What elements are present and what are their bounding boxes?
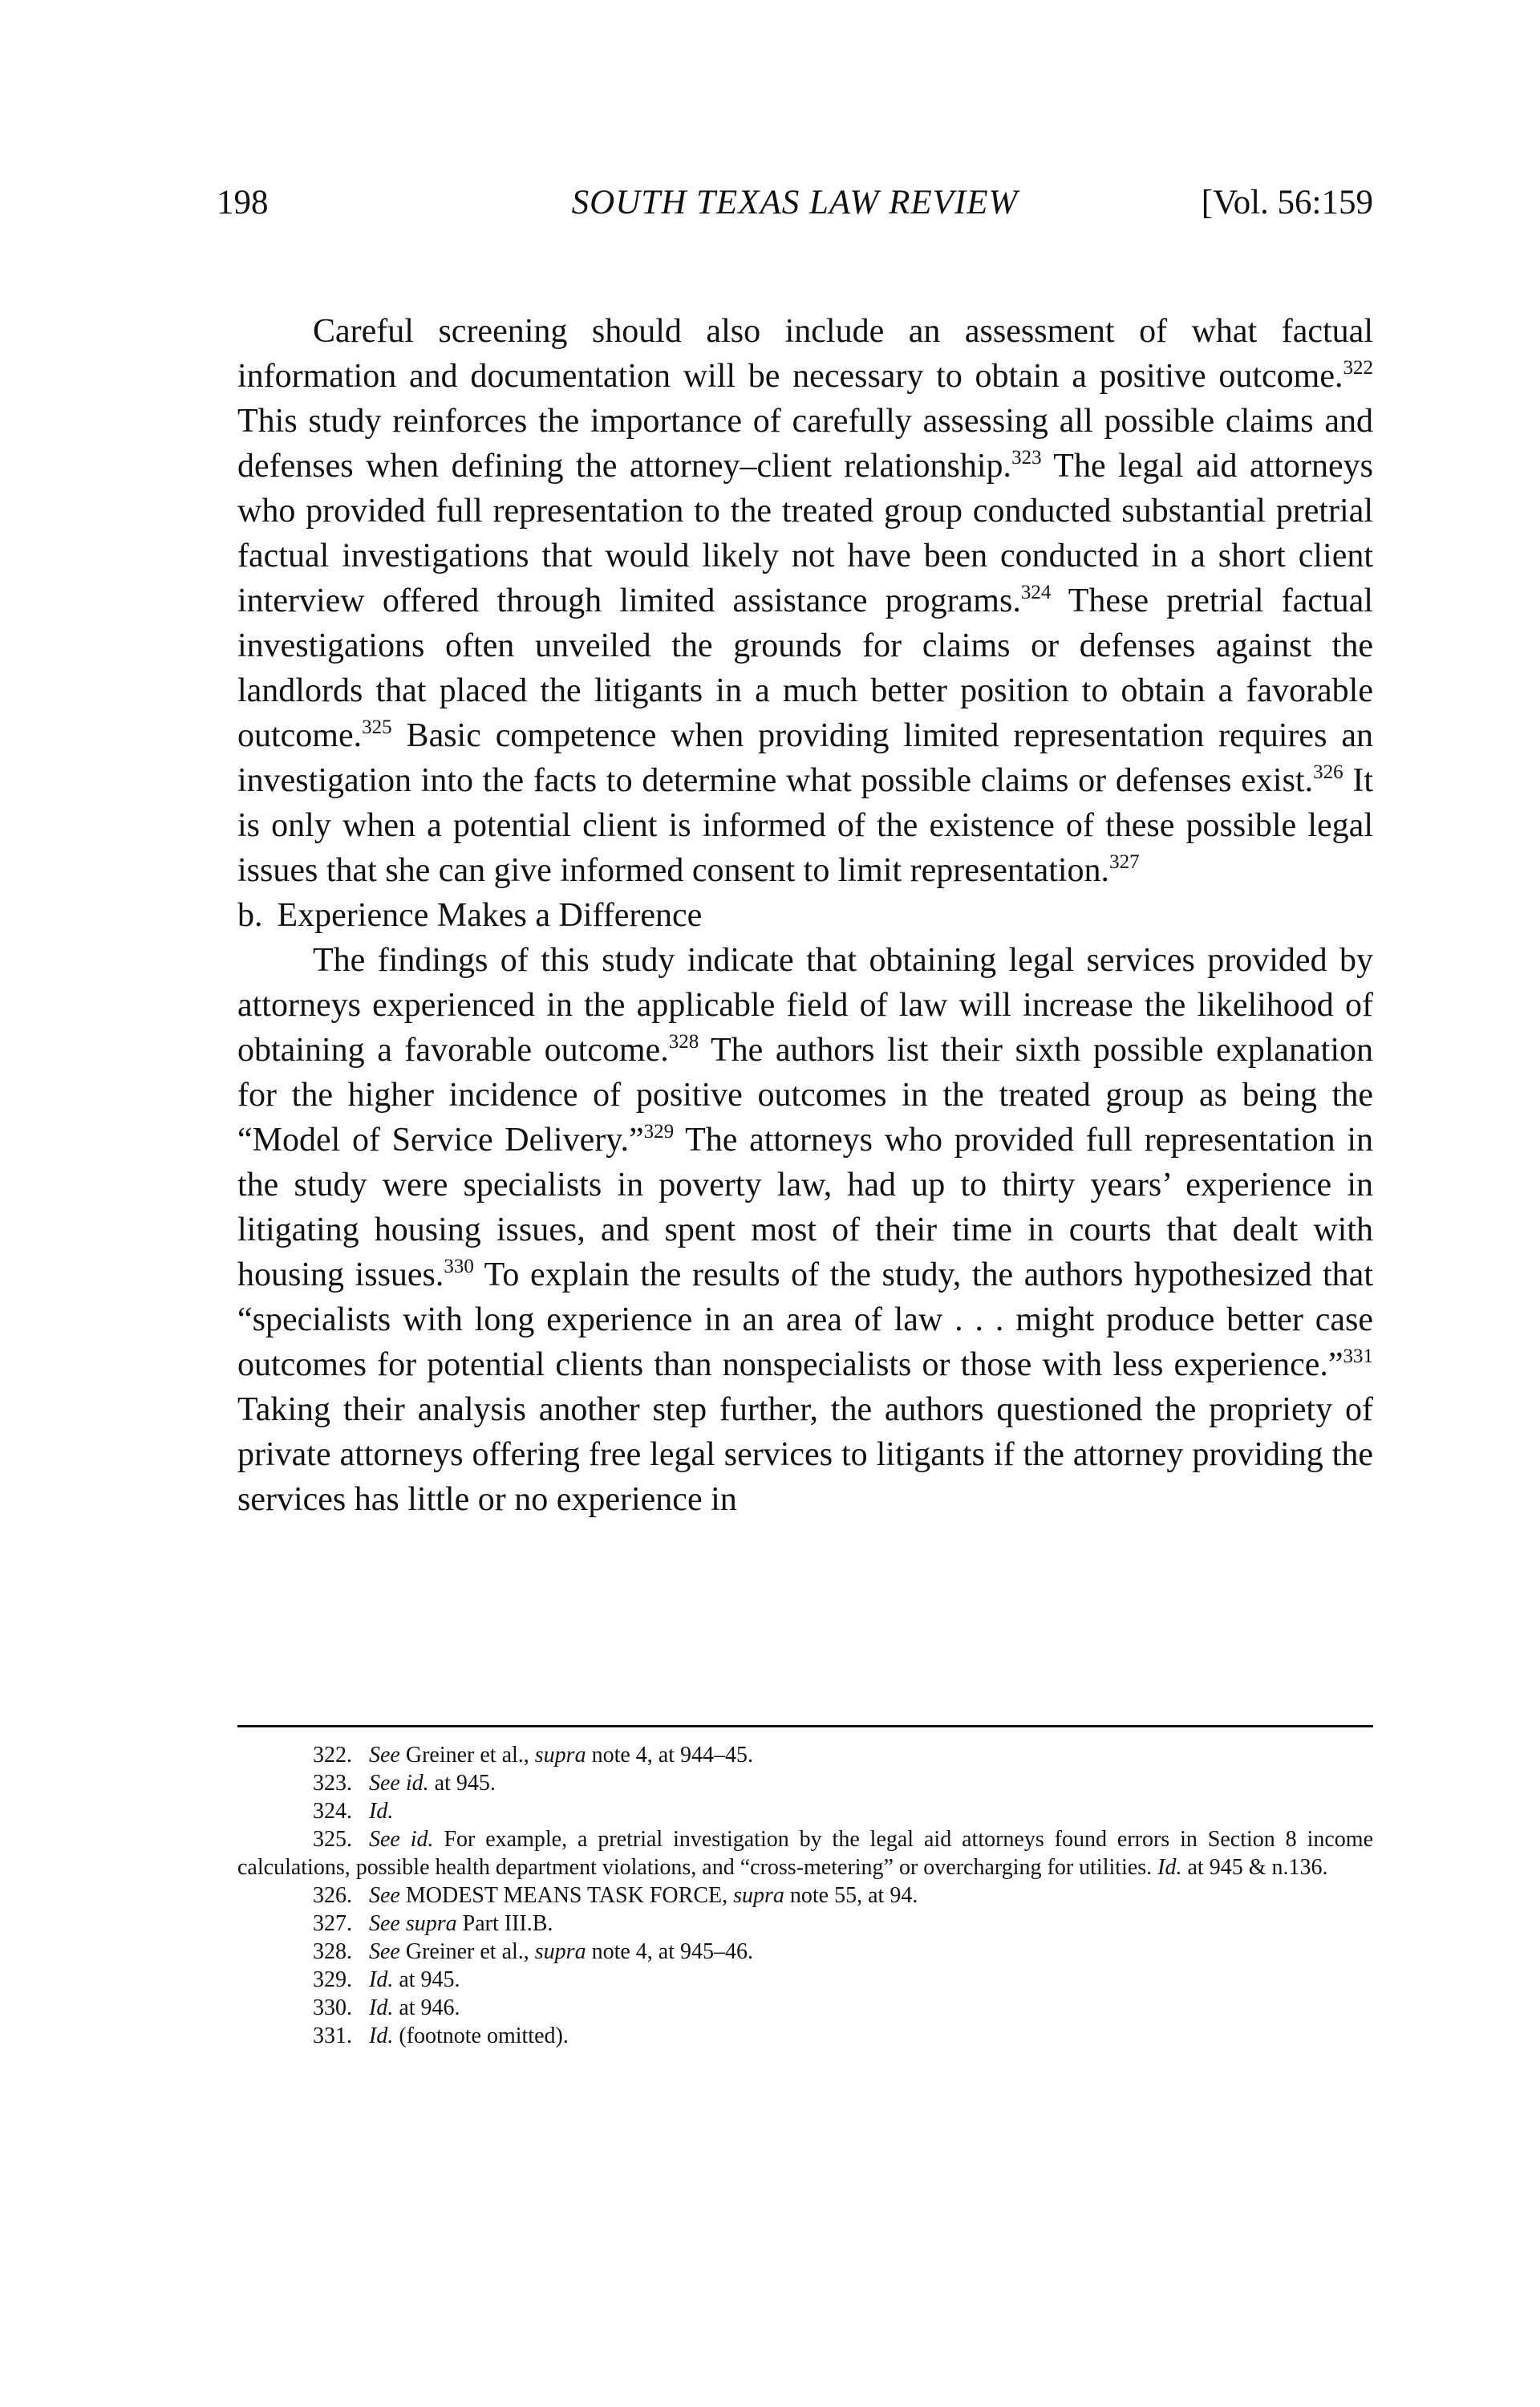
signal: Id. [369, 1995, 394, 2020]
signal: Id. [369, 1799, 394, 1824]
citation-text: at 945. [393, 1967, 460, 1992]
signal: supra [534, 1939, 586, 1964]
citation-text: at 945. [428, 1771, 496, 1796]
main-text [237, 309, 1373, 1522]
footnote-number: 331. [313, 2023, 352, 2048]
section-title: Experience Makes a Difference [277, 897, 703, 934]
signal: Id. [1157, 1855, 1182, 1880]
signal: See id. [369, 1827, 434, 1852]
footnote-ref-325[interactable]: 325 [362, 716, 392, 738]
signal: See id. [369, 1771, 429, 1796]
sentence: The attorneys who provided full representation in the study were specialists in poverty law, had up to thirty years’ experience in litigating housing issues, and spent most of their time in courts that dealt with housing issues. [237, 1122, 1373, 1293]
page-number: 198 [217, 184, 269, 221]
sentence: This study reinforces the importance of carefully assessing all possible claims and defenses when defining the attorney–client relationship. [237, 403, 1373, 485]
footnote-331 [237, 2022, 1373, 2050]
footnote-ref-329[interactable]: 329 [643, 1121, 675, 1143]
citation-text: MODEST MEANS TASK FORCE, [399, 1883, 734, 1908]
footnote-number: 326. [313, 1883, 352, 1908]
signal: See [369, 1939, 400, 1964]
citation-text: Greiner et al., [399, 1939, 535, 1964]
footnote-ref-327[interactable]: 327 [1109, 851, 1140, 873]
signal: Id. [369, 1967, 394, 1992]
footnote-number: 329. [313, 1967, 352, 1992]
citation-text: note 4, at 945–46. [586, 1939, 753, 1964]
running-header [217, 183, 1373, 231]
signal: Id. [369, 2023, 394, 2048]
section-marker: b. [237, 897, 263, 934]
footnote-ref-323[interactable]: 323 [1011, 447, 1042, 469]
journal-title: SOUTH TEXAS LAW REVIEW [571, 184, 1019, 221]
sentence: Basic competence when providing limited representation requires an investigation into the facts to determine what possible claims or defenses exist. [237, 717, 1373, 799]
footnote-326 [237, 1881, 1373, 1910]
footnote-325 [237, 1825, 1373, 1881]
citation-text: (footnote omitted). [393, 2023, 569, 2048]
citation-text: at 946. [393, 1995, 460, 2020]
footnote-number: 328. [313, 1939, 352, 1964]
footnote-ref-324[interactable]: 324 [1020, 582, 1052, 603]
sentence: The findings of this study indicate that obtaining legal services provided by attorneys experienced in the applicable field of law will increase the likelihood of obtaining a favorable outcome. [237, 942, 1373, 1069]
citation-text: Greiner et al., [399, 1743, 535, 1768]
footnote-329 [237, 1966, 1373, 1994]
footnote-ref-330[interactable]: 330 [444, 1256, 474, 1277]
sentence: These pretrial factual investigations often unveiled the grounds for claims or defenses against the landlords that placed the litigants in a much better position to obtain a favorable outcome. [237, 582, 1373, 754]
footnote-322 [237, 1741, 1373, 1769]
footnotes [237, 1741, 1373, 2050]
volume-citation: [Vol. 56:159 [1201, 184, 1373, 221]
footnote-number: 325. [313, 1827, 352, 1852]
sentence: Taking their analysis another step further, the authors questioned the propriety of private attorneys offering free legal services to litigants if the attorney providing the services has little or no experience in [237, 1391, 1373, 1518]
signal: supra [733, 1883, 784, 1908]
footnote-ref-326[interactable]: 326 [1313, 761, 1343, 783]
document-page [217, 0, 1373, 2407]
footnote-ref-322[interactable]: 322 [1343, 357, 1373, 379]
footnote-number: 322. [313, 1743, 352, 1768]
footnote-330 [237, 1994, 1373, 2022]
footnote-number: 330. [313, 1995, 352, 2020]
sentence: It is only when a potential client is informed of the existence of these possible legal issues that she can give informed consent to limit representation. [237, 762, 1373, 889]
signal: See [369, 1883, 400, 1908]
signal: See supra [369, 1911, 457, 1936]
citation-text: For example, a pretrial investigation by the legal aid attorneys found errors in Section 8 income calculations, possible health department violations, and “cross-metering” or overcharging for utilities. [237, 1827, 1373, 1880]
citation-text: Part III.B. [456, 1911, 553, 1936]
signal: See [369, 1743, 400, 1768]
sentence: Careful screening should also include an assessment of what factual information and documentation will be necessary to obtain a positive outcome. [237, 313, 1373, 395]
footnote-328 [237, 1938, 1373, 1966]
footnote-324 [237, 1797, 1373, 1825]
paragraph-experience [237, 938, 1373, 1522]
footnote-number: 324. [313, 1799, 352, 1824]
footnote-ref-331[interactable]: 331 [1343, 1346, 1373, 1367]
sentence: The legal aid attorneys who provided full representation to the treated group conducted substantial pretrial factual investigations that would likely not have been conducted in a short client interview offered through limited assistance programs. [237, 448, 1373, 619]
footnote-327 [237, 1910, 1373, 1938]
footnote-number: 327. [313, 1911, 352, 1936]
citation-text: note 55, at 94. [784, 1883, 918, 1908]
footnote-number: 323. [313, 1771, 352, 1796]
sentence: To explain the results of the study, the authors hypothesized that “specialists with long experience in an area of law . . . might produce better case outcomes for potential clients than nonspecialists or those with less experience.” [237, 1256, 1373, 1383]
sentence: The authors list their sixth possible explanation for the higher incidence of positive outcomes in the treated group as being the “Model of Service Delivery.” [237, 1032, 1373, 1159]
paragraph-screening [237, 309, 1373, 893]
footnote-divider [237, 1725, 1373, 1727]
citation-text: at 945 & n.136. [1181, 1855, 1328, 1880]
signal: supra [534, 1743, 586, 1768]
footnote-323 [237, 1769, 1373, 1797]
footnote-ref-328[interactable]: 328 [668, 1031, 699, 1053]
section-heading [237, 893, 1373, 938]
citation-text: note 4, at 944–45. [586, 1743, 753, 1768]
